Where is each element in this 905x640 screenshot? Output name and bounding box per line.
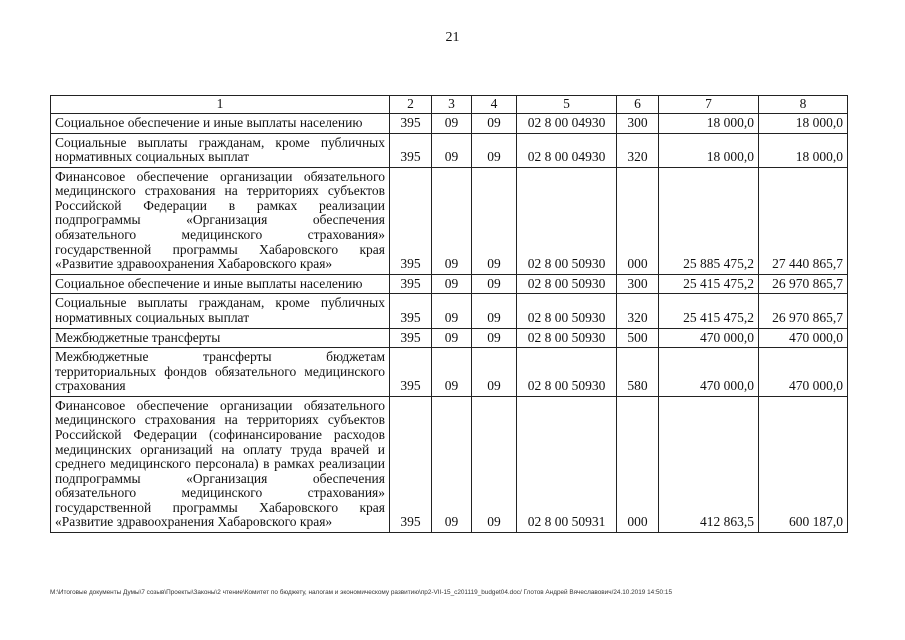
cell-amount-col7: 25 415 475,2	[659, 274, 759, 294]
table-row	[51, 167, 848, 274]
cell-subsection: 09	[472, 274, 517, 294]
cell-chapter: 395	[390, 133, 432, 167]
cell-amount-col7: 412 863,5	[659, 396, 759, 532]
row-description: Социальные выплаты гражданам, кроме публичных нормативных социальных выплат	[51, 294, 390, 328]
cell-expense-type: 300	[617, 274, 659, 294]
cell-chapter: 395	[390, 294, 432, 328]
cell-expense-type: 000	[617, 167, 659, 274]
row-description: Финансовое обеспечение организации обязательного медицинского страхования на территориях субъектов Российской Федерации (софинансирование расходов медицинских организаций на оплату труда врачей и среднего медицинского персонала) в рамках реализации подпрограммы «Организация обеспечения обязательного медицинского страхования» государственной программы Хабаровского края «Развитие здравоохранения Хабаровского края»	[51, 396, 390, 532]
cell-amount-col8: 600 187,0	[759, 396, 848, 532]
row-description: Социальное обеспечение и иные выплаты населению	[51, 274, 390, 294]
table-row	[51, 133, 848, 167]
cell-target-item: 02 8 00 50930	[517, 348, 617, 397]
cell-expense-type: 320	[617, 133, 659, 167]
cell-section: 09	[432, 396, 472, 532]
cell-chapter: 395	[390, 274, 432, 294]
cell-target-item: 02 8 00 50930	[517, 167, 617, 274]
header-cell: 8	[759, 96, 848, 114]
cell-amount-col7: 25 885 475,2	[659, 167, 759, 274]
table-row	[51, 328, 848, 348]
file-path-footer: M:\Итоговые документы Думы\7 созыв\Проекты\Законы\2 чтение\Комитет по бюджету, налогам и экономическому развитию\пр2-VII-15_с201119_budget04.doc/ Глотов Андрей Вячеславович/24.10.2019 14:50:15	[50, 589, 672, 596]
cell-amount-col7: 470 000,0	[659, 328, 759, 348]
row-description: Социальные выплаты гражданам, кроме публичных нормативных социальных выплат	[51, 133, 390, 167]
cell-section: 09	[432, 328, 472, 348]
cell-amount-col8: 470 000,0	[759, 348, 848, 397]
cell-chapter: 395	[390, 328, 432, 348]
row-description: Межбюджетные трансферты	[51, 328, 390, 348]
page-number: 21	[445, 30, 460, 45]
cell-expense-type: 320	[617, 294, 659, 328]
cell-chapter: 395	[390, 114, 432, 134]
cell-chapter: 395	[390, 396, 432, 532]
cell-subsection: 09	[472, 167, 517, 274]
cell-target-item: 02 8 00 50930	[517, 294, 617, 328]
cell-section: 09	[432, 114, 472, 134]
cell-amount-col8: 26 970 865,7	[759, 294, 848, 328]
row-description: Социальное обеспечение и иные выплаты населению	[51, 114, 390, 134]
cell-expense-type: 500	[617, 328, 659, 348]
cell-amount-col8: 18 000,0	[759, 114, 848, 134]
cell-subsection: 09	[472, 328, 517, 348]
cell-target-item: 02 8 00 50931	[517, 396, 617, 532]
row-description: Финансовое обеспечение организации обязательного медицинского страхования на территориях субъектов Российской Федерации в рамках реализации подпрограммы «Организация обеспечения обязательного медицинского страхования» государственной программы Хабаровского края «Развитие здравоохранения Хабаровского края»	[51, 167, 390, 274]
cell-expense-type: 300	[617, 114, 659, 134]
table-row	[51, 294, 848, 328]
cell-subsection: 09	[472, 348, 517, 397]
row-description: Межбюджетные трансферты бюджетам территориальных фондов обязательного медицинского страхования	[51, 348, 390, 397]
table-row	[51, 114, 848, 134]
cell-target-item: 02 8 00 04930	[517, 133, 617, 167]
cell-amount-col8: 470 000,0	[759, 328, 848, 348]
cell-amount-col8: 18 000,0	[759, 133, 848, 167]
header-cell: 7	[659, 96, 759, 114]
cell-amount-col8: 27 440 865,7	[759, 167, 848, 274]
cell-section: 09	[432, 294, 472, 328]
cell-chapter: 395	[390, 348, 432, 397]
header-cell: 2	[390, 96, 432, 114]
cell-amount-col7: 470 000,0	[659, 348, 759, 397]
header-cell: 1	[51, 96, 390, 114]
header-cell: 5	[517, 96, 617, 114]
cell-target-item: 02 8 00 50930	[517, 328, 617, 348]
cell-chapter: 395	[390, 167, 432, 274]
cell-section: 09	[432, 133, 472, 167]
cell-amount-col7: 25 415 475,2	[659, 294, 759, 328]
header-cell: 4	[472, 96, 517, 114]
table-row	[51, 348, 848, 397]
cell-section: 09	[432, 274, 472, 294]
cell-subsection: 09	[472, 396, 517, 532]
cell-target-item: 02 8 00 50930	[517, 274, 617, 294]
cell-subsection: 09	[472, 294, 517, 328]
cell-section: 09	[432, 348, 472, 397]
header-row	[51, 96, 848, 114]
header-cell: 6	[617, 96, 659, 114]
cell-subsection: 09	[472, 114, 517, 134]
cell-expense-type: 580	[617, 348, 659, 397]
cell-target-item: 02 8 00 04930	[517, 114, 617, 134]
cell-subsection: 09	[472, 133, 517, 167]
cell-section: 09	[432, 167, 472, 274]
table-row	[51, 274, 848, 294]
cell-amount-col8: 26 970 865,7	[759, 274, 848, 294]
cell-amount-col7: 18 000,0	[659, 133, 759, 167]
cell-amount-col7: 18 000,0	[659, 114, 759, 134]
budget-table	[50, 95, 848, 533]
cell-expense-type: 000	[617, 396, 659, 532]
table-row	[51, 396, 848, 532]
header-cell: 3	[432, 96, 472, 114]
